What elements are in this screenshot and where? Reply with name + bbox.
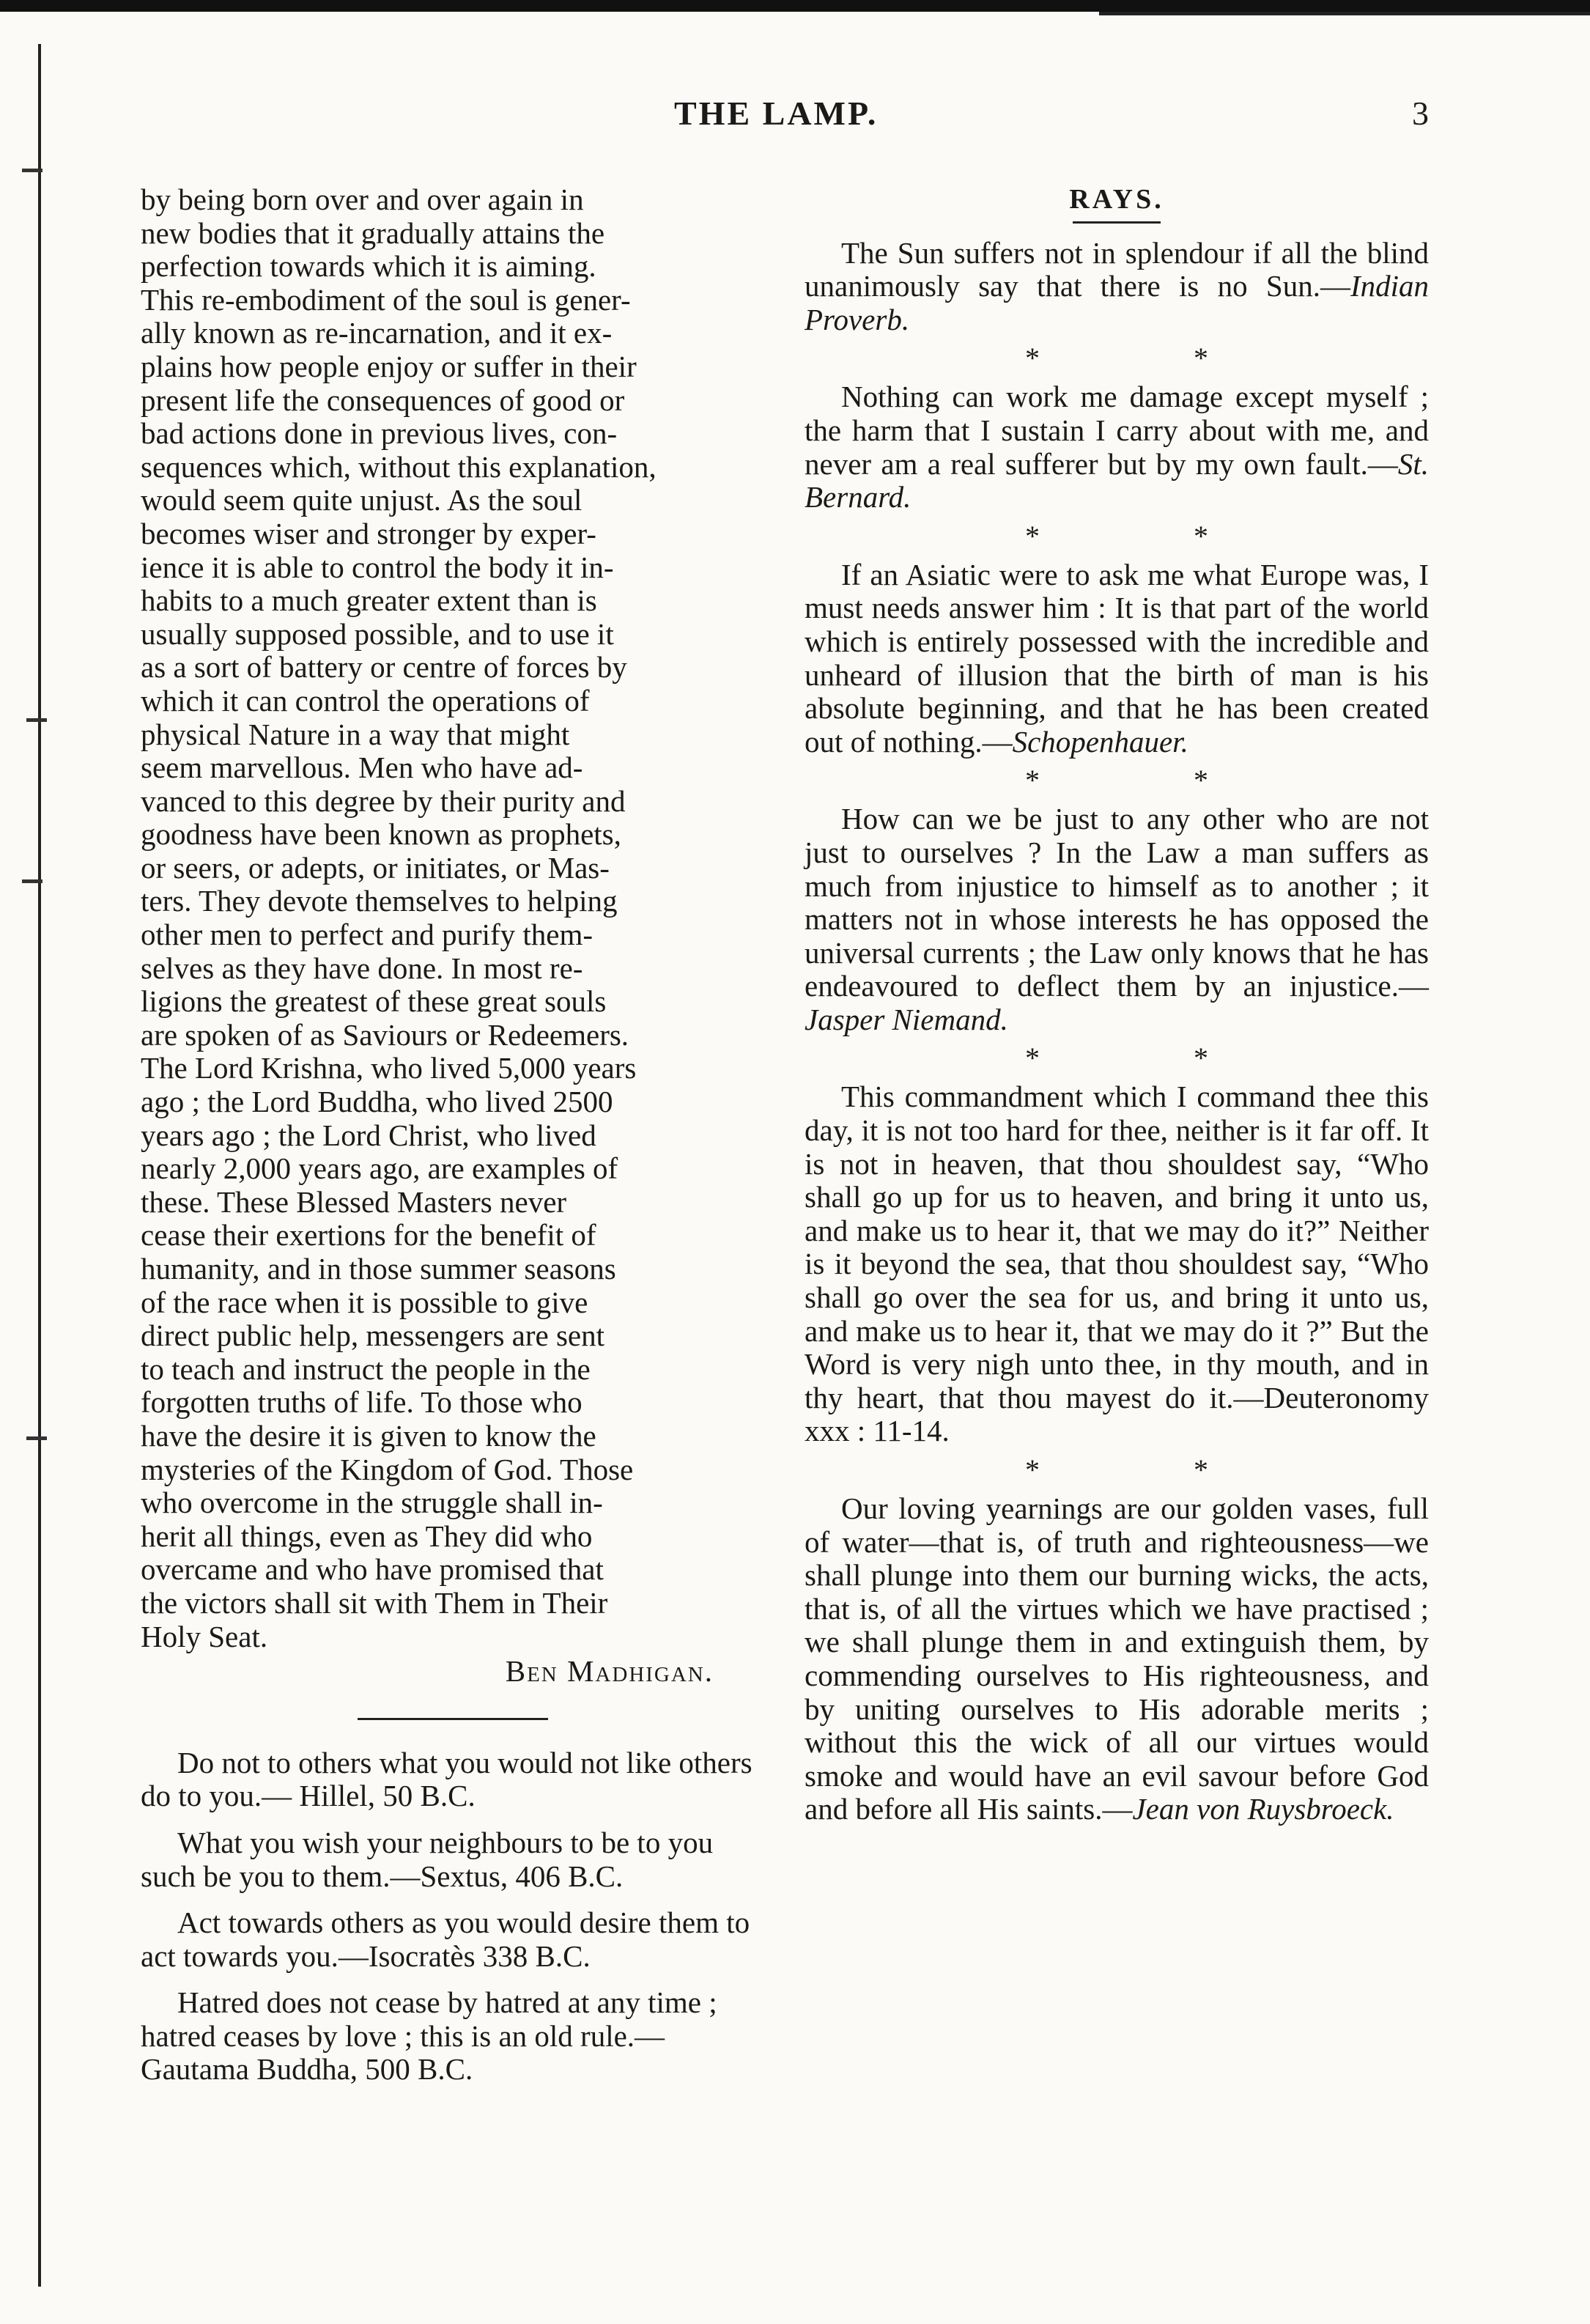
quote-source: Jean von Ruysbroeck.	[1132, 1792, 1394, 1826]
essay-line: or seers, or adepts, or initiates, or Mas-	[141, 850, 610, 885]
quote-source: Schopenhauer.	[1012, 724, 1188, 759]
top-border-rule-secondary	[1099, 12, 1590, 15]
essay-line: are spoken of as Saviours or Redeemers.	[141, 1017, 629, 1052]
essay-line: ience it is able to control the body it in-	[141, 550, 614, 584]
essay-line: physical Nature in a way that might	[141, 717, 570, 751]
author-signature: Ben Madhigan.	[505, 1654, 714, 1689]
essay-line: of the race when it is possible to give	[141, 1285, 588, 1319]
essay-line: vanced to this degree by their purity and	[141, 783, 626, 818]
essay-line: direct public help, messengers are sent	[141, 1318, 604, 1353]
essay-line: ters. They devote themselves to helping	[141, 884, 618, 918]
title-underline	[1073, 221, 1161, 224]
essay-line: bad actions done in previous lives, con-	[141, 416, 618, 451]
separator-stars: * *	[1025, 1453, 1282, 1486]
essay-line: plains how people enjoy or suffer in their	[141, 349, 637, 383]
page-header	[0, 94, 1590, 152]
edge-mark	[26, 718, 47, 722]
essay-line: sequences which, without this explanation,	[141, 449, 657, 484]
essay-line: cease their exertions for the benefit of	[141, 1218, 596, 1253]
quote-text: This commandment which I command thee this day, it is not too hard for thee, neither is it far off. It is not in heaven, that thou shouldest say, “Who shall go up for us to heaven, and bring it unto us, and make us to hear it, that we may do it?” Neither is it beyond the sea, that thou shouldest say, “Who shall go over the sea for us, and bring it unto us, and make us to hear it, that we may do it ?” But the Word is very nigh unto thee, in thy mouth, and in thy heart, that thou mayest do it.—Deuteronomy xxx : 11-14.	[805, 1080, 1429, 1448]
essay-line: other men to perfect and purify them-	[141, 918, 594, 952]
essay-line: becomes wiser and stronger by exper-	[141, 516, 596, 550]
essay-line: humanity, and in those summer seasons	[141, 1252, 616, 1285]
essay-line: who overcome in the struggle shall in-	[141, 1486, 603, 1520]
section-title: RAYS.	[1069, 184, 1164, 215]
page-number: 3	[1412, 95, 1429, 132]
top-border-rule	[0, 0, 1590, 12]
golden-rule-maxims	[141, 1746, 765, 2087]
essay-line: as a sort of battery or centre of forces by	[141, 650, 627, 685]
essay-line: goodness have been known as prophets,	[141, 817, 621, 852]
quote-source: St. Bernard.	[805, 446, 1429, 514]
essay-line: ligions the greatest of these great souls	[141, 984, 607, 1019]
essay-line: overcame and who have promised that	[141, 1552, 604, 1587]
essay-line: to teach and instruct the people in the	[141, 1351, 591, 1386]
essay-line: which it can control the operations of	[141, 683, 590, 718]
essay-line: the victors shall sit with Them in Their	[141, 1585, 608, 1620]
section-divider	[358, 1718, 548, 1720]
maxim: Hatred does not cease by hatred at any time ; hatred ceases by love ; this is an old rule.—Gautama Buddha, 500 B.C.	[141, 1985, 717, 2087]
running-title: THE LAMP.	[674, 95, 879, 132]
essay-line: ago ; the Lord Buddha, who lived 2500	[141, 1085, 613, 1119]
essay-line: would seem quite unjust. As the soul	[141, 483, 583, 517]
separator-stars: * *	[1025, 342, 1282, 375]
essay-line: selves as they have done. In most re-	[141, 951, 583, 985]
quote-paragraph	[805, 1080, 1429, 1448]
edge-mark	[22, 169, 42, 172]
quote-paragraph	[805, 558, 1429, 759]
quote-text: Our loving yearnings are our golden vases, full of water—that is, of truth and righteousness—we shall plunge into them our burning wicks, the acts, that is, of all the virtues which we have practised ; we shall plunge them in and extinguish them, by commending ourselves to His righteousness, and by uniting ourselves to His adorable merits ; without this the wick of all our virtues would smoke and would have an evil savour before God and before all His saints.—	[805, 1491, 1429, 1826]
essay-line: usually supposed possible, and to use it	[141, 616, 614, 651]
quote-source: Indian Proverb.	[805, 269, 1429, 336]
quote-text: The Sun suffers not in splendour if all the blind unanimously say that there is no Sun.—	[805, 235, 1429, 303]
essay-line: nearly 2,000 years ago, are examples of	[141, 1151, 618, 1186]
essay-continuation	[141, 183, 765, 1689]
essay-line: new bodies that it gradually attains the	[141, 215, 605, 250]
essay-line: herit all things, even as They did who	[141, 1519, 593, 1553]
maxim: What you wish your neighbours to be to you such be you to them.—Sextus, 406 B.C.	[141, 1825, 714, 1893]
essay-line: present life the consequences of good or	[141, 383, 625, 417]
essay-line: The Lord Krishna, who lived 5,000 years	[141, 1051, 637, 1085]
maxim: Do not to others what you would not like others do to you.— Hillel, 50 B.C.	[141, 1745, 753, 1813]
page-left-edge	[38, 44, 41, 2287]
essay-line: these. These Blessed Masters never	[141, 1184, 567, 1219]
essay-line: perfection towards which it is aiming.	[141, 249, 596, 284]
quote-paragraph	[805, 803, 1429, 1036]
left-column	[141, 183, 765, 2100]
edge-mark	[26, 1436, 47, 1440]
essay-line: ally known as re-incarnation, and it ex-	[141, 316, 613, 350]
quote-source: Jasper Niemand.	[805, 1002, 1008, 1036]
separator-stars: * *	[1025, 1041, 1282, 1075]
essay-line: seem marvellous. Men who have ad-	[141, 750, 583, 785]
right-column	[805, 183, 1429, 1826]
quote-text: If an Asiatic were to ask me what Europe was, I must needs answer him : It is that part of the world which is entirely possessed with the incredible and unheard of illusion that the birth of man is his absolute beginning, and that he has been created out of nothing.—	[805, 557, 1429, 759]
essay-line: have the desire it is given to know the	[141, 1418, 596, 1453]
essay-line: This re-embodiment of the soul is gener-	[141, 282, 631, 317]
separator-stars: * *	[1025, 764, 1282, 797]
essay-line: forgotten truths of life. To those who	[141, 1385, 583, 1420]
essay-line: by being born over and over again in	[141, 182, 584, 216]
quote-paragraph	[805, 380, 1429, 514]
quote-paragraph	[805, 237, 1429, 337]
essay-line: habits to a much greater extent than is	[141, 583, 597, 618]
separator-stars: * *	[1025, 519, 1282, 553]
essay-line: mysteries of the Kingdom of God. Those	[141, 1452, 634, 1486]
essay-line: years ago ; the Lord Christ, who lived	[141, 1118, 596, 1152]
quote-text: How can we be just to any other who are not just to ourselves ? In the Law a man suffers as much from injustice to himself as to another ; it matters not in whose interests he has opposed the universal currents ; the Law only knows that he has endeavoured to deflect them by an injustice.—	[805, 802, 1429, 1003]
quote-paragraph	[805, 1492, 1429, 1826]
essay-line: Holy Seat.	[141, 1619, 268, 1653]
quote-text: Nothing can work me damage except myself ; the harm that I sustain I carry about with me, and never am a real sufferer but by my own fault.—	[805, 380, 1429, 481]
maxim: Act towards others as you would desire them to act towards you.—Isocratès 338 B.C.	[141, 1906, 750, 1973]
edge-mark	[22, 879, 42, 883]
